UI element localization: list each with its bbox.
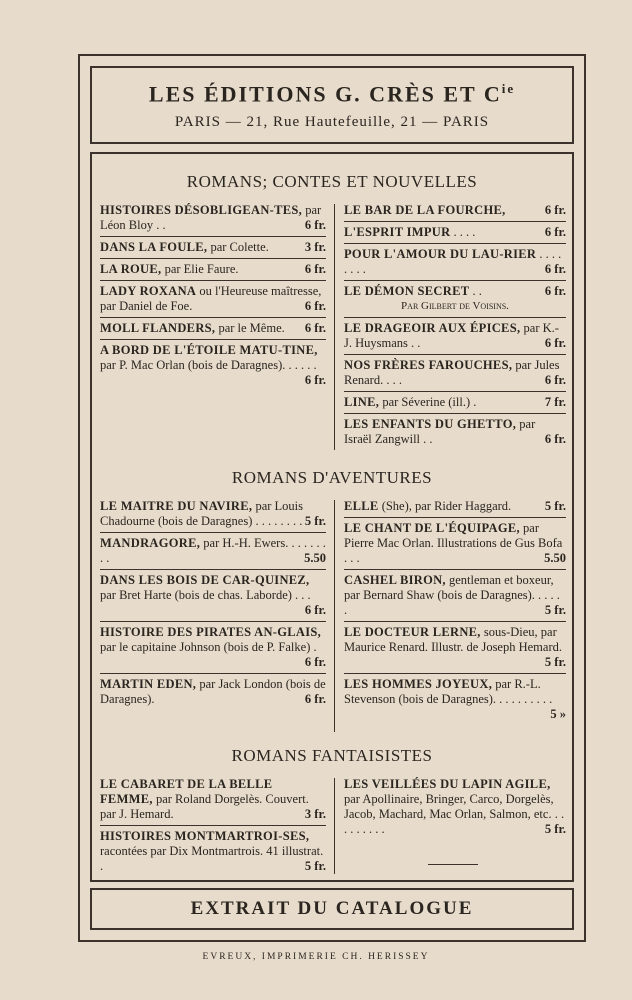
book-price: 5 fr. bbox=[544, 822, 566, 836]
book-detail: . . bbox=[472, 284, 482, 298]
catalogue-entry bbox=[100, 774, 326, 826]
book-detail: ou l'Heureuse maîtresse, par Daniel de Foe. bbox=[100, 284, 322, 313]
book-title: ELLE bbox=[344, 499, 379, 513]
book-price: 5.50 bbox=[544, 551, 566, 565]
section-2-right-column bbox=[344, 774, 566, 840]
catalogue-entry bbox=[344, 318, 566, 355]
book-title: LE CHANT DE L'ÉQUIPAGE, bbox=[344, 521, 520, 535]
decorative-rule bbox=[428, 864, 478, 865]
book-author-note: Par Gilbert de Voisins. bbox=[401, 300, 509, 312]
section-0-left-column bbox=[100, 200, 326, 391]
book-detail: par Apollinaire, Bringer, Carco, Dorgelès, Jacob, Machard, Mac Orlan, Salmon, etc. . . . . . . . . . bbox=[344, 792, 565, 836]
catalogue-entry bbox=[100, 259, 326, 281]
column-divider bbox=[334, 778, 335, 874]
catalogue-body bbox=[90, 152, 574, 882]
book-price: 5 » bbox=[550, 707, 566, 721]
book-detail: par Roland Dorgelès. Couvert. par J. Hemard. bbox=[100, 792, 309, 821]
book-title: NOS FRÈRES FAROUCHES, bbox=[344, 358, 513, 372]
book-price: 6 fr. bbox=[304, 262, 326, 276]
book-title: LE CABARET DE LA BELLE FEMME, bbox=[100, 777, 273, 806]
book-price: 6 fr. bbox=[544, 225, 566, 239]
book-detail: par Léon Bloy . . bbox=[100, 203, 322, 232]
catalogue-entry bbox=[344, 392, 566, 414]
book-price: 5 fr. bbox=[544, 499, 566, 513]
page-frame bbox=[78, 54, 586, 942]
catalogue-entry bbox=[100, 674, 326, 710]
book-detail: sous-Dieu, par Maurice Renard. Illustr. de Joseph Hemard. bbox=[344, 625, 562, 654]
catalogue-entry bbox=[344, 518, 566, 570]
book-price: 6 fr. bbox=[304, 603, 326, 617]
book-detail: par P. Mac Orlan (bois de Daragnes). . . . . . bbox=[100, 358, 317, 372]
book-title: LE BAR DE LA FOURCHE, bbox=[344, 203, 506, 217]
book-detail: (She), par Rider Haggard. bbox=[381, 499, 512, 513]
book-detail: . . . . . . . . bbox=[344, 247, 562, 276]
catalogue-entry bbox=[100, 496, 326, 533]
book-title: LADY ROXANA bbox=[100, 284, 197, 298]
book-price: 6 fr. bbox=[304, 218, 326, 232]
book-detail: par Jack London (bois de Daragnes). bbox=[100, 677, 326, 706]
catalogue-entry bbox=[344, 622, 566, 674]
catalogue-entry bbox=[100, 533, 326, 570]
catalogue-entry bbox=[344, 496, 566, 518]
book-price: 7 fr. bbox=[544, 395, 566, 409]
book-title: LES ENFANTS DU GHETTO, bbox=[344, 417, 517, 431]
book-title: LES HOMMES JOYEUX, bbox=[344, 677, 493, 691]
section-2-left-column bbox=[100, 774, 326, 877]
catalogue-entry bbox=[344, 570, 566, 622]
catalogue-entry bbox=[344, 244, 566, 281]
book-price: 5.50 bbox=[304, 551, 326, 565]
catalogue-entry bbox=[100, 281, 326, 318]
book-price: 3 fr. bbox=[304, 807, 326, 821]
catalogue-entry bbox=[344, 414, 566, 450]
catalogue-entry bbox=[344, 774, 566, 840]
section-1-right-column bbox=[344, 496, 566, 725]
book-price: 5 fr. bbox=[544, 655, 566, 669]
book-detail: par H.-H. Ewers. . . . . . . . . bbox=[100, 536, 326, 565]
book-detail: . . . . bbox=[453, 225, 476, 239]
catalogue-entry bbox=[344, 222, 566, 244]
book-title: LE DOCTEUR LERNE, bbox=[344, 625, 481, 639]
book-title: LE MAITRE DU NAVIRE, bbox=[100, 499, 253, 513]
section-title-romans-contes: ROMANS; CONTES ET NOUVELLES bbox=[186, 172, 478, 191]
book-price: 6 fr. bbox=[304, 373, 326, 387]
book-price: 6 fr. bbox=[544, 203, 566, 217]
catalogue-entry bbox=[344, 674, 566, 725]
book-title: L'ESPRIT IMPUR bbox=[344, 225, 451, 239]
printer-imprint: EVREUX, IMPRIMERIE CH. HERISSEY bbox=[202, 952, 430, 962]
book-detail: par Elie Faure. bbox=[164, 262, 239, 276]
book-price: 6 fr. bbox=[544, 262, 566, 276]
book-price: 6 fr. bbox=[304, 692, 326, 706]
book-price: 6 fr. bbox=[544, 336, 566, 350]
column-divider bbox=[334, 204, 335, 450]
book-detail: par Bret Harte (bois de chas. Laborde) . . . bbox=[100, 588, 311, 602]
book-price: 6 fr. bbox=[304, 655, 326, 669]
catalogue-entry bbox=[100, 318, 326, 340]
book-title: LE DÉMON SECRET bbox=[344, 284, 470, 298]
book-detail: par Colette. bbox=[210, 240, 269, 254]
book-price: 6 fr. bbox=[544, 432, 566, 446]
book-title: HISTOIRES DÉSOBLIGEAN-TES, bbox=[100, 203, 303, 217]
book-title: DANS LA FOULE, bbox=[100, 240, 208, 254]
catalogue-extract-banner: EXTRAIT DU CATALOGUE bbox=[90, 888, 574, 930]
book-title: LES VEILLÉES DU LAPIN AGILE, bbox=[344, 777, 551, 791]
book-detail: par K.-J. Huysmans . . bbox=[344, 321, 559, 350]
section-title-romans-aventures: ROMANS D'AVENTURES bbox=[231, 468, 433, 487]
book-price: 6 fr. bbox=[544, 284, 566, 298]
book-detail: par Séverine (ill.) . bbox=[382, 395, 477, 409]
book-title: A BORD DE L'ÉTOILE MATU-TINE, bbox=[100, 343, 318, 357]
book-title: MARTIN EDEN, bbox=[100, 677, 197, 691]
book-detail: par R.-L. Stevenson (bois de Daragnes). . . . . . . . . . bbox=[344, 677, 553, 706]
catalogue-entry bbox=[100, 237, 326, 259]
book-price: 5 fr. bbox=[304, 514, 326, 528]
book-price: 6 fr. bbox=[304, 321, 326, 335]
publisher-name: LES ÉDITIONS G. CRÈS ET $C^{ie}$ bbox=[148, 81, 516, 107]
catalogue-entry bbox=[344, 200, 566, 222]
catalogue-entry bbox=[100, 622, 326, 674]
book-title: LA ROUE, bbox=[100, 262, 162, 276]
book-title: LE DRAGEOIR AUX ÉPICES, bbox=[344, 321, 521, 335]
section-title-romans-fantaisistes: ROMANS FANTAISISTES bbox=[231, 746, 433, 765]
book-title: CASHEL BIRON, bbox=[344, 573, 446, 587]
book-title: LINE, bbox=[344, 395, 380, 409]
column-divider bbox=[334, 500, 335, 732]
book-price: 5 fr. bbox=[544, 603, 566, 617]
book-title: DANS LES BOIS DE CAR-QUINEZ, bbox=[100, 573, 310, 587]
catalogue-entry bbox=[100, 826, 326, 877]
book-title: POUR L'AMOUR DU LAU-RIER bbox=[344, 247, 537, 261]
book-title: HISTOIRES MONTMARTROI-SES, bbox=[100, 829, 310, 843]
section-1-left-column bbox=[100, 496, 326, 710]
catalogue-entry bbox=[344, 355, 566, 392]
book-price: 3 fr. bbox=[304, 240, 326, 254]
book-detail: par le capitaine Johnson (bois de P. Falke) . bbox=[100, 640, 317, 654]
catalogue-entry bbox=[100, 200, 326, 237]
publisher-header bbox=[90, 66, 574, 144]
book-title: MOLL FLANDERS, bbox=[100, 321, 216, 335]
book-detail: racontées par Dix Montmartrois. 41 illustrat. . bbox=[100, 844, 324, 873]
catalogue-entry bbox=[344, 281, 566, 318]
book-detail: par Louis Chadourne (bois de Daragnes) . . . . . . . . bbox=[100, 499, 304, 528]
book-detail: par Pierre Mac Orlan. Illustrations de Gus Bofa . . . bbox=[344, 521, 563, 565]
book-detail: par Jules Renard. . . . bbox=[344, 358, 560, 387]
book-price: 6 fr. bbox=[544, 373, 566, 387]
book-detail: par Israël Zangwill . . bbox=[344, 417, 536, 446]
book-price: 6 fr. bbox=[304, 299, 326, 313]
book-title: HISTOIRE DES PIRATES AN-GLAIS, bbox=[100, 625, 322, 639]
catalogue-entry bbox=[100, 570, 326, 622]
section-0-right-column bbox=[344, 200, 566, 450]
publisher-address: PARIS — 21, Rue Hautefeuille, 21 — PARIS bbox=[174, 114, 490, 131]
book-detail: par le Même. bbox=[218, 321, 285, 335]
book-detail: gentleman et boxeur, par Bernard Shaw (bois de Daragnes). . . . . . bbox=[344, 573, 560, 617]
catalogue-entry bbox=[100, 340, 326, 391]
book-price: 5 fr. bbox=[304, 859, 326, 873]
book-title: MANDRAGORE, bbox=[100, 536, 201, 550]
